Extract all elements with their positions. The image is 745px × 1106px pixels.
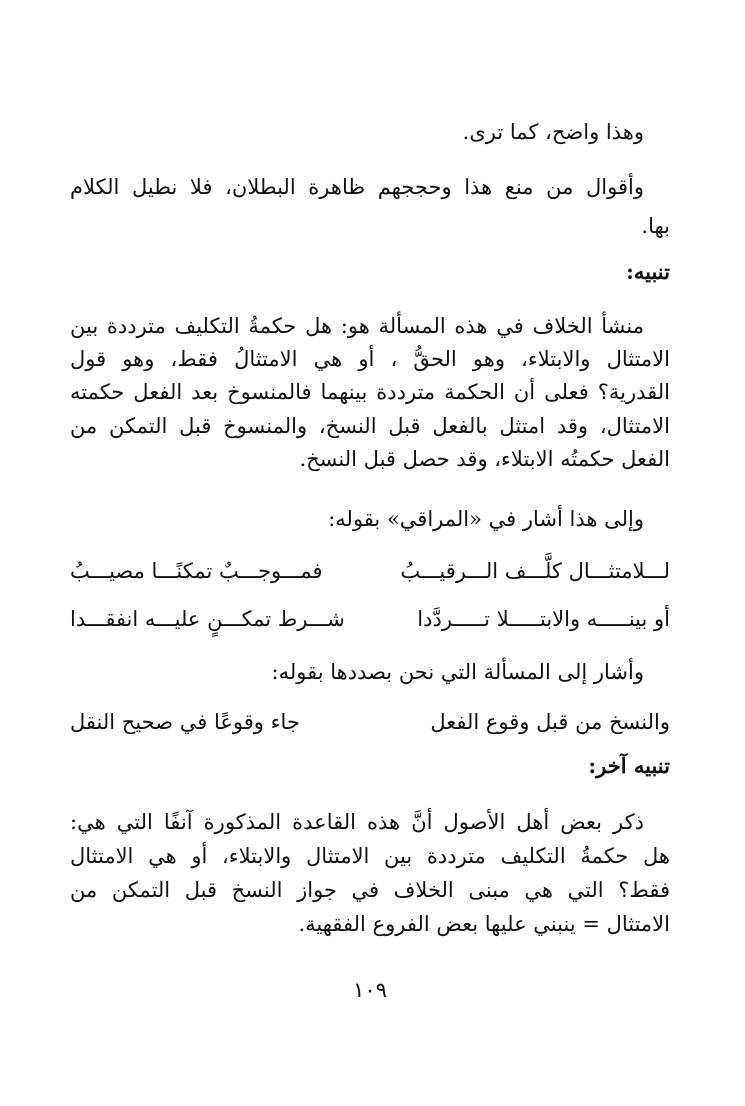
verse-second-hemistich: فمـــوجـــبٌ تمكنًـــا مصيـــبُ: [70, 559, 323, 583]
text-line: منشأ الخلاف في هذه المسألة هو: هل حكمةُ التكليف مترددة بين: [70, 314, 644, 338]
text-line: القدرية؟ فعلى أن الحكمة مترددة بينهما فالمنسوخ بعد الفعل حكمته: [70, 380, 670, 404]
text-line: ذكر بعض أهل الأصول أنَّ هذه القاعدة المذكورة آنفًا التي هي:: [70, 810, 644, 834]
verse-line: [70, 555, 670, 587]
verse-first-hemistich: لـــلامتثـــال كلَّـــف الـــرقيـــبُ: [400, 559, 670, 583]
verse-line: [70, 706, 670, 738]
text-line: وأقوال من منع هذا وحججهم ظاهرة البطلان، فلا نطيل الكلام: [70, 175, 644, 199]
text-line: هل حكمةُ التكليف مترددة بين الامتثال والابتلاء، أو هي الامتثال: [70, 844, 670, 868]
text-line: الامتثال = ينبني عليها بعض الفروع الفقهية.: [298, 912, 670, 936]
section-heading: تنبيه:: [626, 259, 670, 284]
verse-second-hemistich: شـــرط تمكـــنٍ عليـــه انفقـــدا: [70, 607, 345, 631]
text-line: وهذا واضح، كما ترى.: [462, 120, 644, 144]
text-line: وأشار إلى المسألة التي نحن بصددها بقوله:: [271, 660, 644, 684]
section-heading: تنبيه آخر:: [588, 753, 670, 778]
verse-first-hemistich: والنسخ من قبل وقوع الفعل: [430, 710, 670, 734]
text-line: الامتثال، وقد امتثل بالفعل قبل النسخ، والمنسوخ قبل التمكن من: [70, 414, 670, 438]
book-page: [70, 0, 670, 1106]
verse-first-hemistich: أو بينـــــه والابتـــــلا تـــــردَّدا: [417, 607, 670, 631]
text-line: الامتثال والابتلاء، وهو الحقُّ ، أو هي الامتثالُ فقط، وهو قول: [70, 347, 670, 371]
verse-line: [70, 603, 670, 635]
text-line: وإلى هذا أشار في «المراقي» بقوله:: [328, 507, 644, 531]
verse-second-hemistich: جاء وقوعًا في صحيح النقل: [70, 710, 300, 734]
text-line: بها.: [641, 214, 670, 238]
text-line: الفعل حكمتُه الابتلاء، وقد حصل قبل النسخ.: [299, 447, 670, 471]
page-number: ١٠٩: [353, 978, 387, 1002]
text-line: فقط؟ التي هي مبنى الخلاف في جواز النسخ قبل التمكن من: [70, 878, 670, 902]
